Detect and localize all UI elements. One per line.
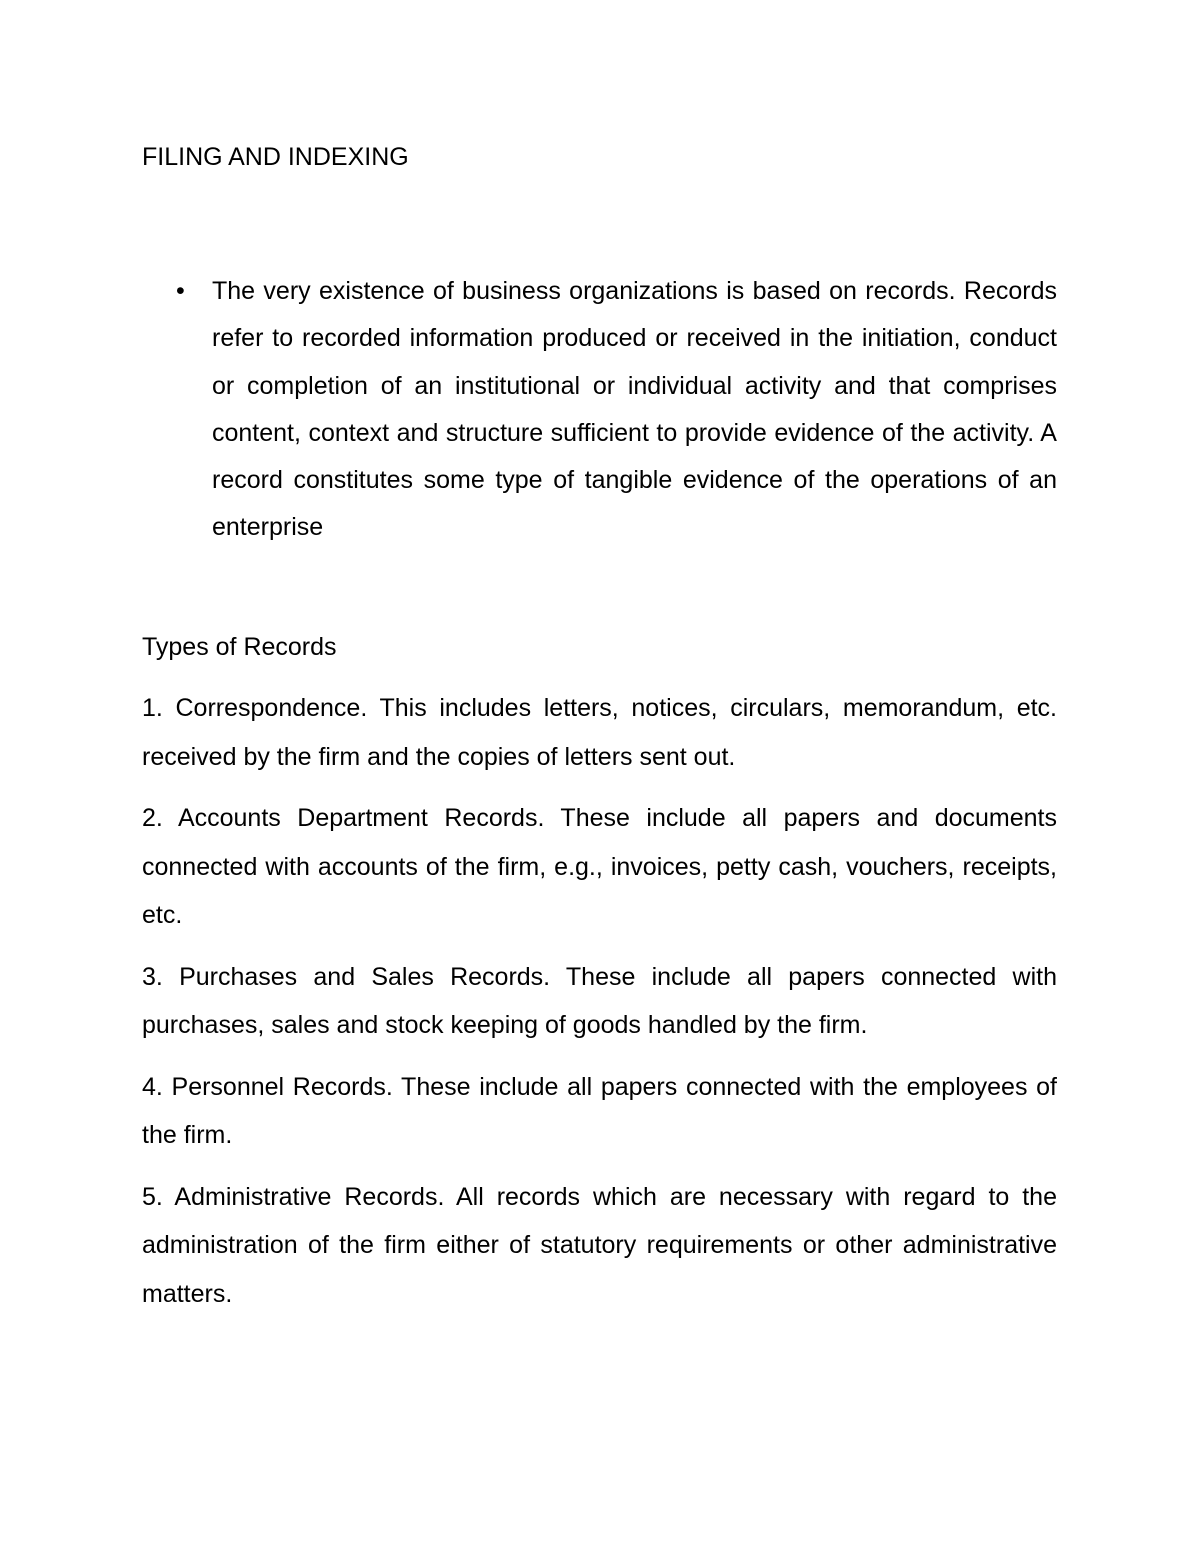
document-title: FILING AND INDEXING xyxy=(142,143,409,171)
bullet-marker: • xyxy=(176,277,185,305)
record-item-correspondence: 1. Correspondence. This includes letters, notices, circulars, memorandum, etc. received by the firm and the copies of letters sent out. xyxy=(142,694,1057,771)
record-item-personnel: 4. Personnel Records. These include all papers connected with the employees of the firm. xyxy=(142,1072,1057,1149)
intro-bullet-text: The very existence of business organizations is based on records. Records refer to recorded information produced or received in the initiation, conduct or completion of an institutional or individual activity and that comprises content, context and structure sufficient to provide evidence of the activity. A record constitutes some type of tangible evidence of the operations of an enterprise xyxy=(212,277,1057,542)
record-item-purchases-sales: 3. Purchases and Sales Records. These include all papers connected with purchases, sales and stock keeping of goods handled by the firm. xyxy=(142,962,1057,1039)
record-item-accounts: 2. Accounts Department Records. These include all papers and documents connected with accounts of the firm, e.g., invoices, petty cash, vouchers, receipts, etc. xyxy=(142,804,1057,929)
section-heading: Types of Records xyxy=(142,633,337,661)
records-list xyxy=(142,684,1057,1331)
intro-bullet xyxy=(142,268,1057,552)
record-item-administrative: 5. Administrative Records. All records which are necessary with regard to the administration of the firm either of statutory requirements or other administrative matters. xyxy=(142,1182,1057,1308)
